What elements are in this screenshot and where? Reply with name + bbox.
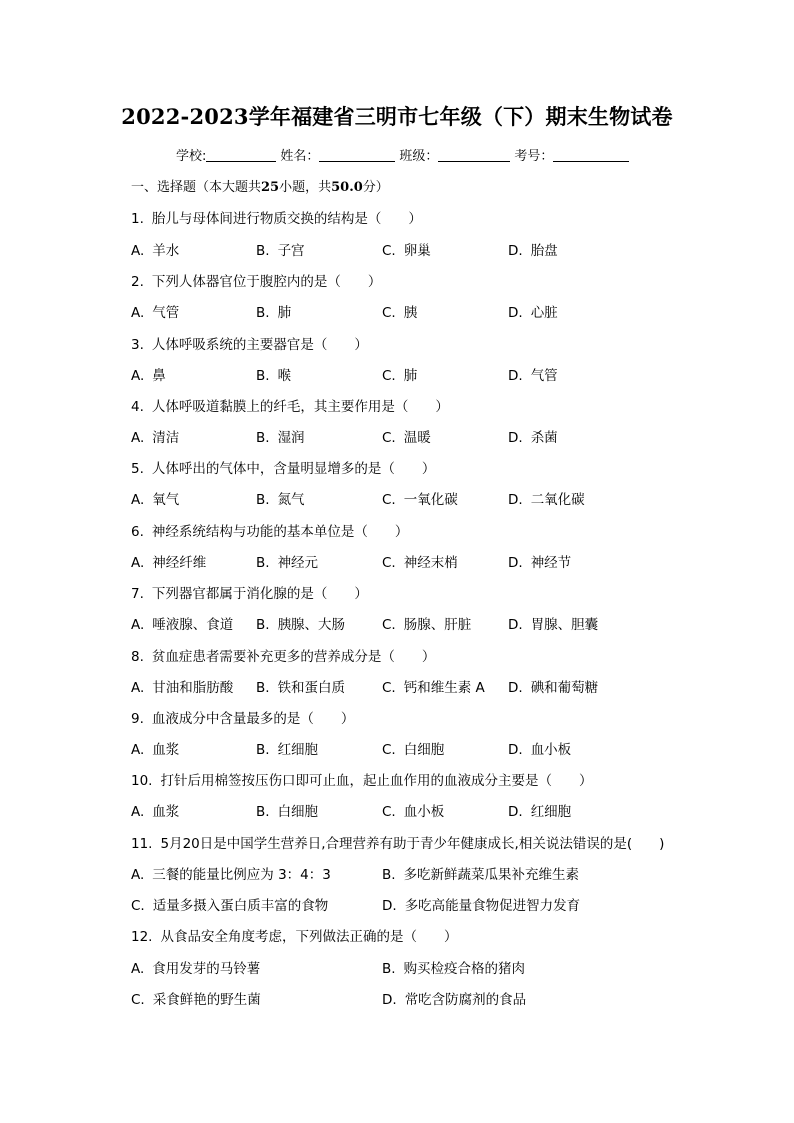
option-text: 氧气 [152,492,180,508]
answer-option[interactable] [256,364,291,384]
answer-option[interactable] [382,613,471,633]
answer-option[interactable] [256,551,318,571]
answer-option[interactable] [131,988,261,1008]
question-stem [131,582,368,602]
answer-option[interactable] [508,800,571,820]
answer-option[interactable] [131,613,233,633]
answer-option[interactable] [382,957,525,977]
question-text: 人体呼吸道黏膜上的纤毛，其主要作用是（ ） [151,399,449,415]
option-text: 胎盘 [530,243,558,259]
option-letter: A. [131,430,145,446]
answer-option[interactable] [131,426,179,446]
answer-option[interactable] [508,738,571,758]
option-letter: D. [508,430,523,446]
section-suffix: 分） [362,180,389,195]
question-stem [131,925,457,945]
option-letter: A. [131,680,145,696]
answer-option[interactable] [382,863,579,883]
question-stem [131,520,408,540]
question-number: 9. [131,711,144,727]
option-text: 肺 [403,368,418,384]
question-text: 贫血症患者需要补充更多的营养成分是（ ） [151,649,436,665]
option-text: 卵巢 [403,243,431,259]
option-letter: A. [131,961,145,977]
question-text: 血液成分中含量最多的是（ ） [151,711,355,727]
question-stem [131,333,368,353]
option-letter: A. [131,555,145,571]
section-prefix: 一、选择题（本大题共 [131,180,262,195]
option-letter: B. [256,243,270,259]
option-row [131,239,731,257]
answer-option[interactable] [508,488,585,508]
answer-option[interactable] [131,239,179,259]
option-text: 多吃高能量食物促进智力发育 [404,898,581,914]
option-text: 肠腺、肝脏 [403,617,472,633]
page-title: 2022-2023学年福建省三明市七年级（下）期末生物试卷 [121,104,673,129]
answer-option[interactable] [131,800,179,820]
option-letter: A. [131,368,145,384]
answer-option[interactable] [131,364,166,384]
question-text: 人体呼吸系统的主要器官是（ ） [151,337,368,353]
question-text: 5月20日是中国学生营养日,合理营养有助于青少年健康成长,相关说法错误的是( ) [160,836,665,852]
answer-option[interactable] [382,676,485,696]
question-number: 7. [131,586,144,602]
option-text: 气管 [152,305,180,321]
option-letter: D. [508,368,523,384]
option-text: 湿润 [277,430,305,446]
option-text: 三餐的能量比例应为 3：4：3 [152,867,331,883]
option-letter: B. [256,492,270,508]
option-text: 红细胞 [277,742,319,758]
option-letter: C. [382,742,396,758]
question-text: 打针后用棉签按压伤口即可止血，起止血作用的血液成分主要是（ ） [160,773,593,789]
question-number: 4. [131,399,144,415]
answer-option[interactable] [508,613,598,633]
option-letter: A. [131,804,145,820]
answer-option[interactable] [508,239,558,259]
option-row [131,364,731,382]
option-text: 红细胞 [530,804,572,820]
option-letter: B. [382,867,396,883]
question-number: 3. [131,337,144,353]
option-letter: D. [508,617,523,633]
option-text: 杀菌 [530,430,558,446]
answer-option[interactable] [256,738,318,758]
answer-option[interactable] [382,364,417,384]
option-letter: D. [382,898,397,914]
question-stem [131,645,435,665]
option-text: 甘油和脂肪酸 [152,680,234,696]
option-letter: C. [382,430,396,446]
option-text: 适量多摄入蛋白质丰富的食物 [152,898,329,914]
option-text: 多吃新鲜蔬菜瓜果补充维生素 [403,867,580,883]
answer-option[interactable] [382,800,444,820]
answer-option[interactable] [131,957,260,977]
number-label: 考号： [514,149,554,164]
question-stem [131,707,354,727]
option-letter: B. [256,555,270,571]
answer-option[interactable] [131,863,331,883]
option-letter: C. [382,617,396,633]
option-letter: C. [131,992,145,1008]
option-letter: B. [256,617,270,633]
answer-option[interactable] [256,488,305,508]
answer-option[interactable] [382,426,431,446]
answer-option[interactable] [508,551,571,571]
answer-option[interactable] [382,239,431,259]
option-text: 鼻 [152,368,166,384]
option-text: 食用发芽的马铃薯 [152,961,261,977]
option-text: 子宫 [277,243,305,259]
school-label: 学校: [176,149,207,164]
answer-option[interactable] [382,301,417,321]
answer-option[interactable] [256,800,318,820]
option-letter: B. [256,680,270,696]
answer-option[interactable] [256,613,345,633]
option-text: 神经节 [530,555,572,571]
question-stem [131,270,381,290]
option-text: 肺 [277,305,292,321]
option-letter: D. [508,243,523,259]
question-stem [131,207,422,227]
section-count: 25 [261,180,280,195]
option-text: 心脏 [530,305,558,321]
option-row [131,488,731,506]
option-letter: B. [256,742,270,758]
option-text: 碘和葡萄糖 [530,680,599,696]
question-number: 11. [131,836,153,852]
option-letter: B. [256,430,270,446]
option-text: 氮气 [277,492,305,508]
option-letter: C. [382,680,396,696]
number-blank [553,147,629,162]
answer-option[interactable] [131,488,179,508]
class-blank [438,147,510,162]
section-score: 50.0 [331,180,363,195]
option-text: 白细胞 [403,742,445,758]
name-blank [319,147,395,162]
option-row [131,894,731,912]
option-letter: D. [382,992,397,1008]
option-letter: B. [382,961,396,977]
question-number: 8. [131,649,144,665]
option-letter: A. [131,492,145,508]
student-info-line [176,145,633,164]
answer-option[interactable] [382,988,526,1008]
option-letter: A. [131,617,145,633]
section-middle: 小题，共 [279,180,332,195]
option-text: 羊水 [152,243,180,259]
option-text: 钙和维生素 A [403,680,485,696]
answer-option[interactable] [382,738,444,758]
answer-option[interactable] [256,426,305,446]
answer-option[interactable] [131,894,328,914]
option-text: 铁和蛋白质 [277,680,346,696]
option-text: 唾液腺、食道 [152,617,234,633]
option-letter: A. [131,243,145,259]
class-label: 班级： [399,149,439,164]
option-letter: C. [382,555,396,571]
question-text: 下列器官都属于消化腺的是（ ） [151,586,368,602]
answer-option[interactable] [508,301,558,321]
answer-option[interactable] [256,301,291,321]
question-number: 10. [131,773,153,789]
option-letter: C. [382,804,396,820]
option-row [131,738,731,756]
option-text: 常吃含防腐剂的食品 [404,992,527,1008]
answer-option[interactable] [131,301,179,321]
option-text: 胃腺、胆囊 [530,617,599,633]
option-row [131,957,731,975]
answer-option[interactable] [508,676,598,696]
answer-option[interactable] [131,676,233,696]
option-row [131,551,731,569]
answer-option[interactable] [131,738,179,758]
question-text: 人体呼出的气体中，含量明显增多的是（ ） [151,461,436,477]
question-number: 1. [131,211,144,227]
question-text: 神经系统结构与功能的基本单位是（ ） [151,524,409,540]
option-text: 气管 [530,368,558,384]
option-text: 胰腺、大肠 [277,617,346,633]
option-row [131,800,731,818]
question-number: 2. [131,274,144,290]
option-text: 喉 [277,368,292,384]
option-letter: D. [508,742,523,758]
answer-option[interactable] [382,488,458,508]
option-letter: B. [256,804,270,820]
option-letter: D. [508,680,523,696]
question-stem [131,769,592,789]
name-label: 姓名： [280,149,320,164]
option-row [131,988,731,1006]
answer-option[interactable] [382,894,580,914]
question-stem [131,457,435,477]
question-number: 6. [131,524,144,540]
option-letter: D. [508,804,523,820]
option-letter: C. [131,898,145,914]
option-row [131,301,731,319]
question-number: 5. [131,461,144,477]
section-heading [131,176,389,195]
option-text: 神经末梢 [403,555,458,571]
answer-option[interactable] [382,551,458,571]
option-letter: D. [508,492,523,508]
answer-option[interactable] [256,239,305,259]
question-stem [131,395,449,415]
option-letter: D. [508,305,523,321]
option-text: 血小板 [530,742,572,758]
option-letter: A. [131,305,145,321]
option-letter: A. [131,867,145,883]
option-text: 血浆 [152,804,180,820]
answer-option[interactable] [131,551,206,571]
option-letter: B. [256,368,270,384]
option-row [131,426,731,444]
answer-option[interactable] [508,426,558,446]
option-letter: C. [382,305,396,321]
option-letter: C. [382,243,396,259]
option-letter: B. [256,305,270,321]
option-letter: C. [382,492,396,508]
question-text: 下列人体器官位于腹腔内的是（ ） [151,274,382,290]
option-letter: D. [508,555,523,571]
option-text: 一氧化碳 [403,492,458,508]
option-letter: C. [382,368,396,384]
option-text: 白细胞 [277,804,319,820]
school-blank [206,147,276,162]
option-row [131,613,731,631]
option-letter: A. [131,742,145,758]
option-text: 神经元 [277,555,319,571]
option-text: 购买检疫合格的猪肉 [403,961,526,977]
question-text: 胎儿与母体间进行物质交换的结构是（ ） [151,211,422,227]
answer-option[interactable] [508,364,558,384]
question-text: 从食品安全角度考虑，下列做法正确的是（ ） [160,929,458,945]
option-text: 神经纤维 [152,555,207,571]
option-row [131,863,731,881]
option-text: 清洁 [152,430,180,446]
option-text: 血小板 [403,804,445,820]
question-stem [131,832,664,852]
question-number: 12. [131,929,153,945]
option-text: 二氧化碳 [530,492,585,508]
option-row [131,676,731,694]
answer-option[interactable] [256,676,345,696]
option-text: 血浆 [152,742,180,758]
option-text: 采食鲜艳的野生菌 [152,992,261,1008]
option-text: 胰 [403,305,418,321]
option-text: 温暖 [403,430,431,446]
